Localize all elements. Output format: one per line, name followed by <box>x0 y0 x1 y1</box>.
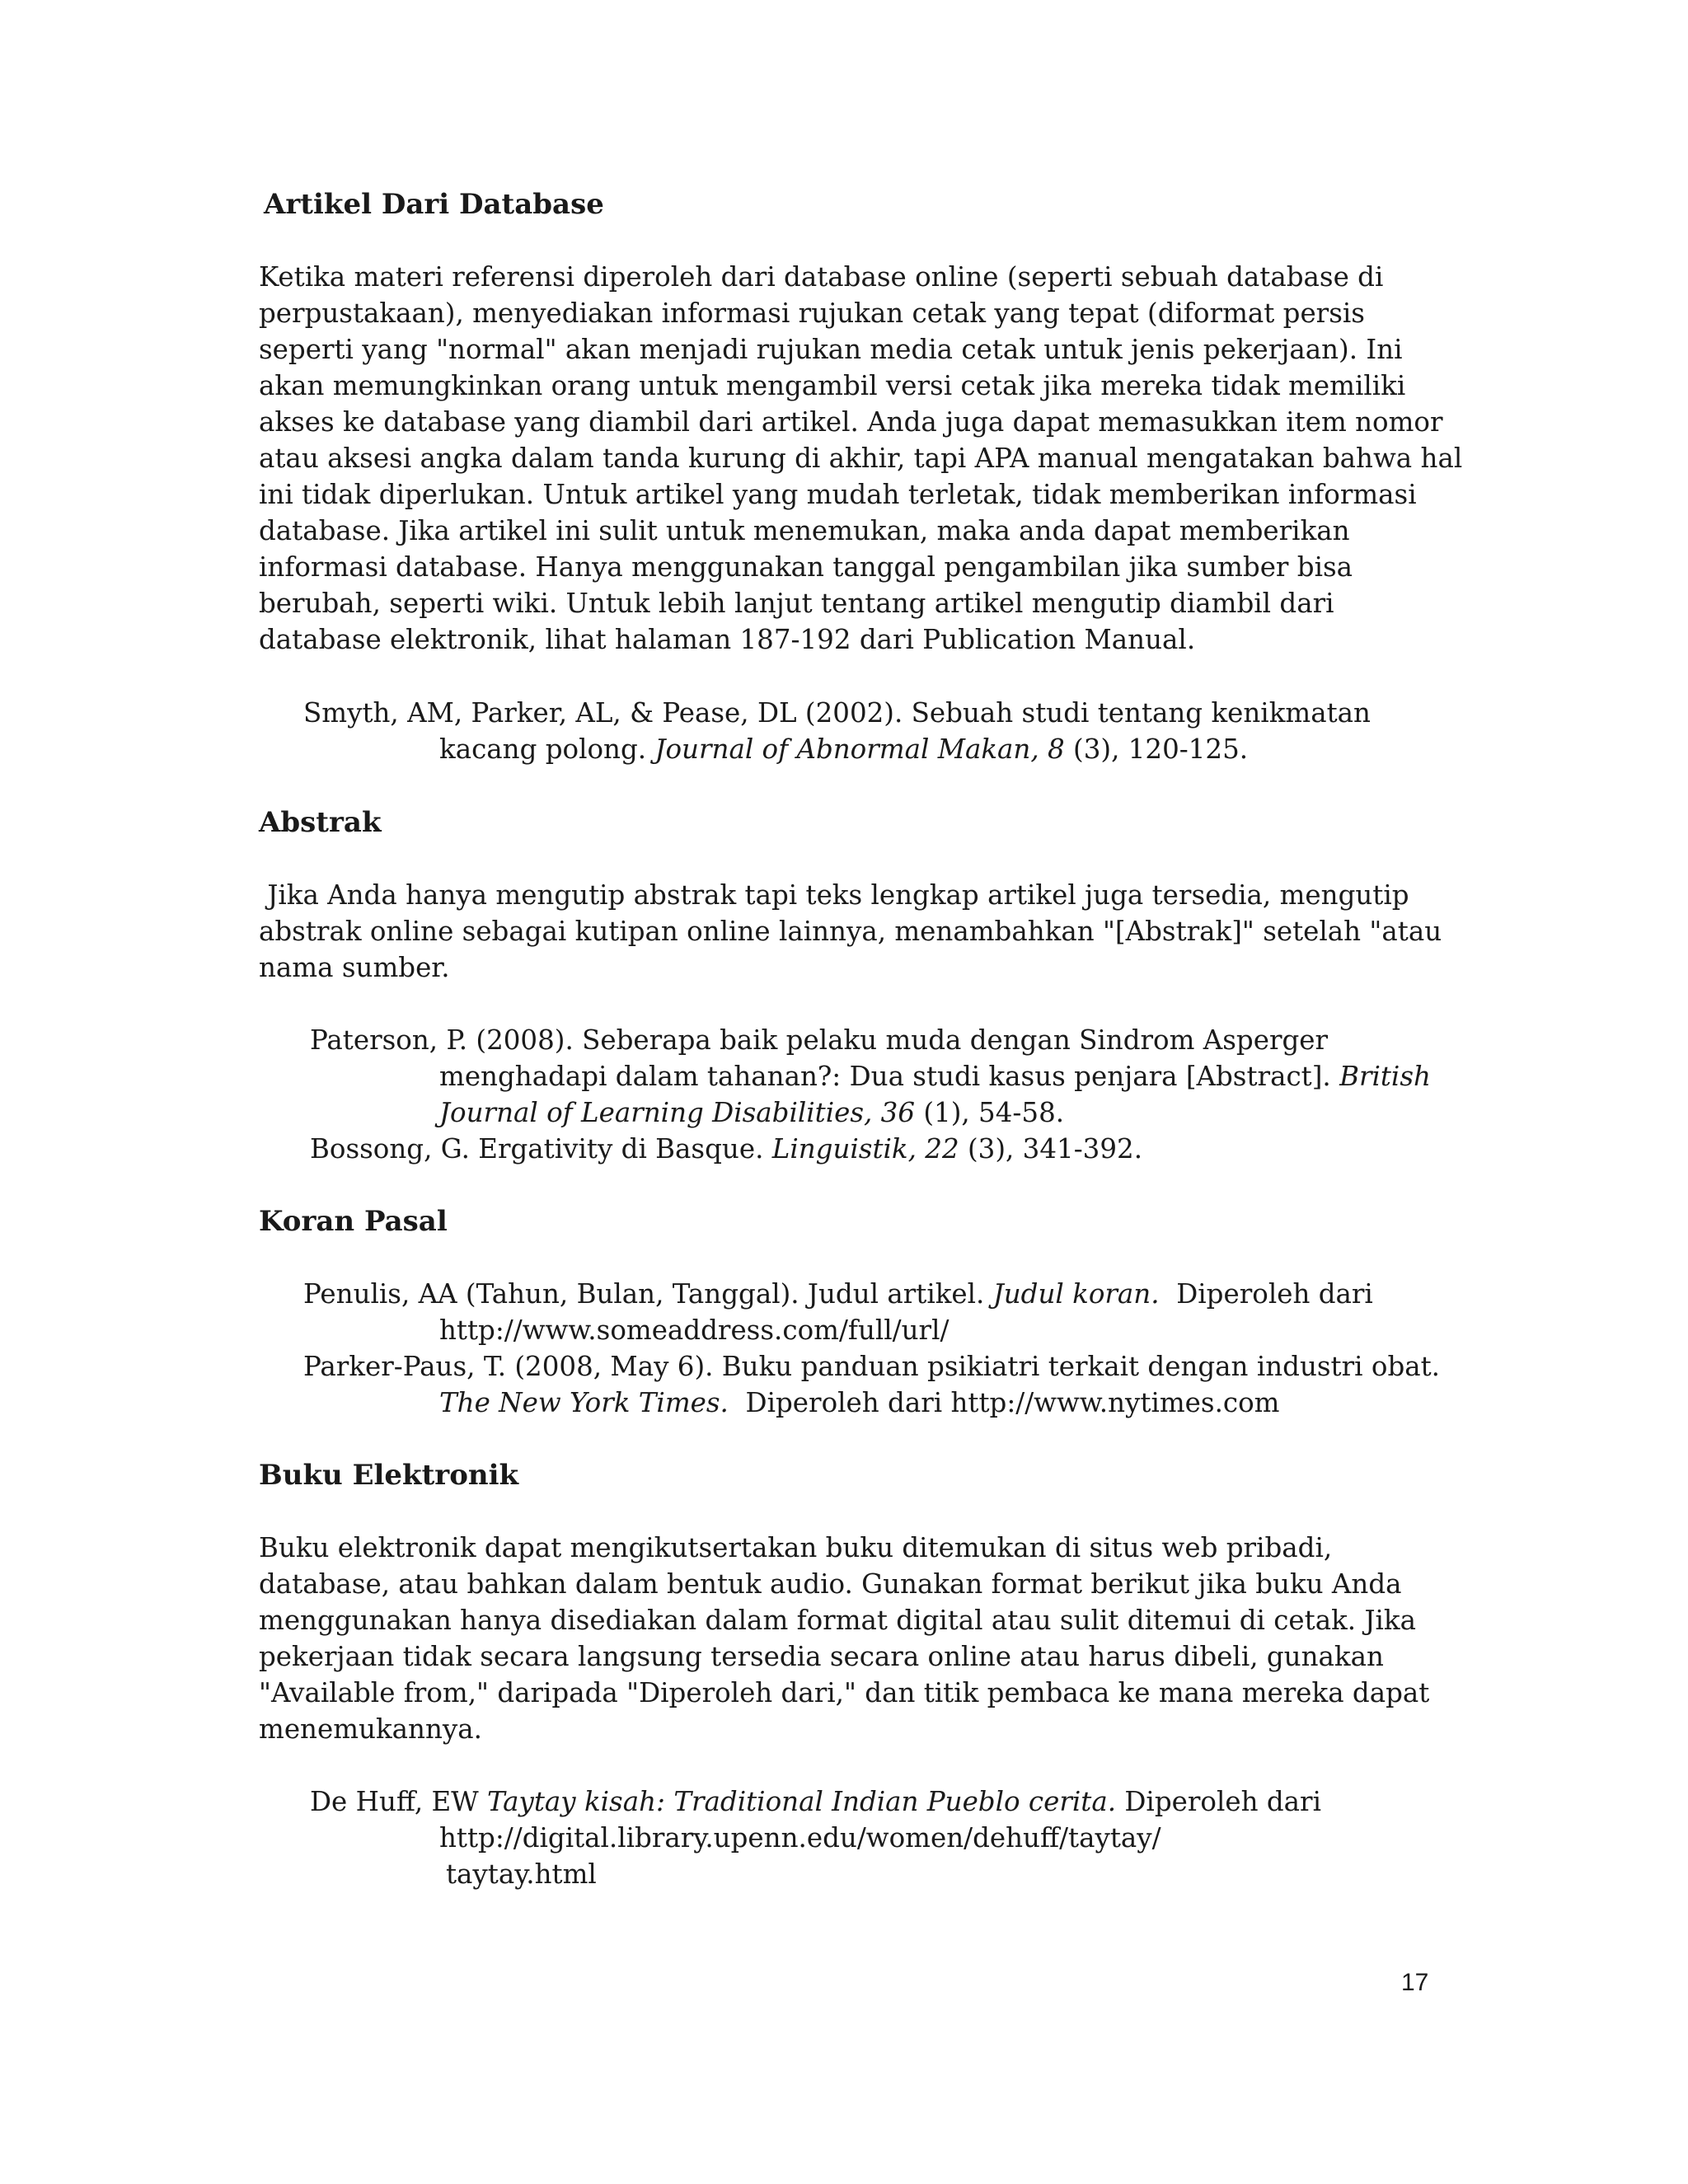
heading-abstrak: Abstrak <box>259 806 382 839</box>
paragraph-line: "Available from," daripada "Diperoleh dari," dan titik pembaca ke mana mereka dapat <box>259 1677 1430 1708</box>
reference-penulis <box>303 1276 1373 1348</box>
reference-url: http://www.someaddress.com/full/url/ <box>439 1315 950 1346</box>
reference-text: Penulis, AA (Tahun, Bulan, Tanggal). Judul artikel. <box>303 1278 993 1310</box>
reference-text: (1), 54-58. <box>915 1097 1065 1128</box>
paragraph-line: database, atau bahkan dalam bentuk audio. Gunakan format berikut jika buku Anda <box>259 1568 1402 1600</box>
reference-de-huff <box>310 1783 1321 1892</box>
reference-url: taytay.html <box>446 1858 597 1890</box>
reference-text: Bossong, G. Ergativity di Basque. <box>310 1133 772 1165</box>
paragraph-line: ini tidak diperlukan. Untuk artikel yang mudah terletak, tidak memberikan informasi <box>259 479 1417 510</box>
newspaper-title: The New York Times. <box>439 1387 729 1418</box>
reference-line <box>439 731 1371 767</box>
journal-title: Journal of Abnormal Makan, 8 <box>654 733 1065 765</box>
reference-line: Paterson, P. (2008). Seberapa baik pelaku muda dengan Sindrom Asperger <box>310 1024 1329 1056</box>
paragraph-line: perpustakaan), menyediakan informasi rujukan cetak yang tepat (diformat persis <box>259 298 1365 329</box>
paragraph-line: database. Jika artikel ini sulit untuk menemukan, maka anda dapat memberikan <box>259 515 1350 546</box>
paragraph-buku-elektronik <box>259 1530 1446 1747</box>
paragraph-line: seperti yang "normal" akan menjadi rujukan media cetak untuk jenis pekerjaan). Ini <box>259 334 1403 365</box>
reference-line <box>439 1094 1431 1131</box>
reference-smyth <box>303 695 1371 767</box>
journal-title: Journal of Learning Disabilities, 36 <box>439 1097 916 1128</box>
reference-text: (3), 341-392. <box>959 1133 1143 1165</box>
paragraph-line: akses ke database yang diambil dari artikel. Anda juga dapat memasukkan item nomor <box>259 406 1443 438</box>
reference-line <box>310 1783 1321 1820</box>
paragraph-line: Buku elektronik dapat mengikutsertakan buku ditemukan di situs web pribadi, <box>259 1532 1333 1563</box>
paragraph-line: nama sumber. <box>259 952 450 983</box>
heading-artikel-dari-database: Artikel Dari Database <box>264 188 604 221</box>
paragraph-line: database elektronik, lihat halaman 187-192 dari Publication Manual. <box>259 624 1196 655</box>
paragraph-line: informasi database. Hanya menggunakan tanggal pengambilan jika sumber bisa <box>259 551 1353 583</box>
paragraph-line: menemukannya. <box>259 1713 482 1745</box>
reference-line <box>439 1058 1431 1094</box>
paragraph-line: akan memungkinkan orang untuk mengambil versi cetak jika mereka tidak memiliki <box>259 370 1406 401</box>
paragraph-abstrak <box>259 877 1446 986</box>
paragraph-line: abstrak online sebagai kutipan online lainnya, menambahkan "[Abstrak]" setelah "atau <box>259 916 1442 947</box>
paragraph-line: berubah, seperti wiki. Untuk lebih lanjut tentang artikel mengutip diambil dari <box>259 588 1334 619</box>
reference-parker-paus <box>303 1348 1440 1421</box>
reference-line <box>439 1385 1440 1421</box>
reference-bossong <box>310 1131 1142 1167</box>
paragraph-line: Ketika materi referensi diperoleh dari database online (seperti sebuah database di <box>259 261 1384 293</box>
newspaper-title: Judul koran. <box>992 1278 1160 1310</box>
paragraph-database <box>259 259 1463 658</box>
journal-title: Linguistik, 22 <box>771 1133 959 1165</box>
reference-paterson <box>310 1022 1431 1131</box>
paragraph-line: menggunakan hanya disediakan dalam format digital atau sulit ditemui di cetak. Jika <box>259 1605 1416 1636</box>
paragraph-line: atau aksesi angka dalam tanda kurung di akhir, tapi APA manual mengatakan bahwa hal <box>259 443 1463 474</box>
book-title: Taytay kisah: Traditional Indian Pueblo cerita. <box>486 1786 1117 1817</box>
paragraph-line: pekerjaan tidak secara langsung tersedia secara online atau harus dibeli, gunakan <box>259 1641 1384 1672</box>
heading-koran-pasal: Koran Pasal <box>259 1205 448 1238</box>
reference-line <box>303 1276 1373 1312</box>
reference-text: De Huff, EW <box>310 1786 487 1817</box>
paragraph-line: Jika Anda hanya mengutip abstrak tapi teks lengkap artikel juga tersedia, mengutip <box>259 879 1409 911</box>
reference-text: (3), 120-125. <box>1064 733 1249 765</box>
reference-line <box>310 1131 1142 1167</box>
reference-text: Diperoleh dari <box>1116 1786 1321 1817</box>
reference-text: kacang polong. <box>439 733 655 765</box>
page-number: 17 <box>1401 1969 1429 1996</box>
reference-text: Diperoleh dari <box>1159 1278 1373 1310</box>
reference-line: Smyth, AM, Parker, AL, & Pease, DL (2002). Sebuah studi tentang kenikmatan <box>303 697 1371 729</box>
reference-text: Diperoleh dari http://www.nytimes.com <box>728 1387 1280 1418</box>
reference-url: http://digital.library.upenn.edu/women/dehuff/taytay/ <box>439 1822 1161 1854</box>
reference-text: menghadapi dalam tahanan?: Dua studi kasus penjara [Abstract]. <box>439 1061 1340 1092</box>
journal-title: British <box>1339 1061 1431 1092</box>
reference-line: Parker-Paus, T. (2008, May 6). Buku panduan psikiatri terkait dengan industri obat. <box>303 1351 1441 1382</box>
heading-buku-elektronik: Buku Elektronik <box>259 1459 519 1492</box>
